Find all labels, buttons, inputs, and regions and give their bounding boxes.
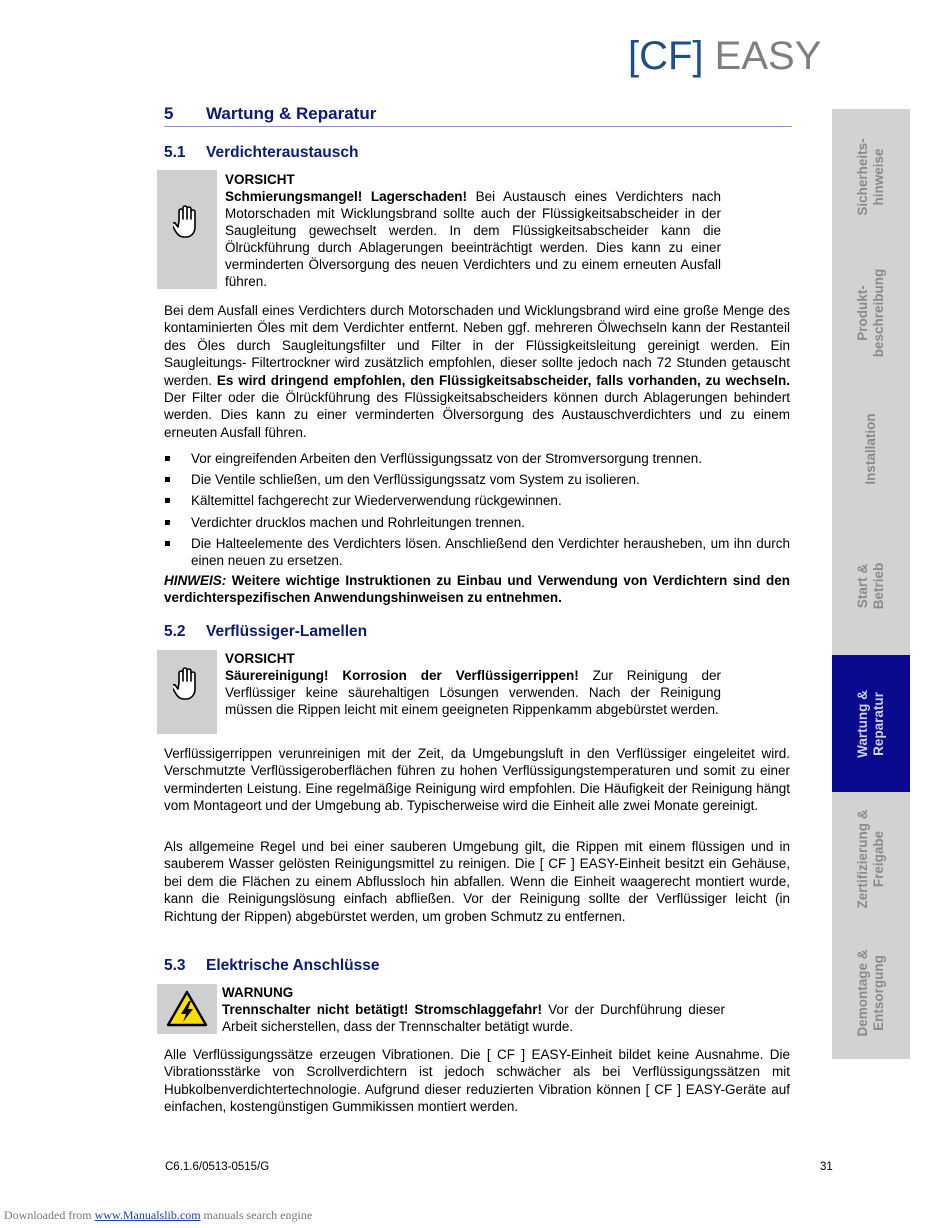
- paragraph-5-1: [164, 302, 790, 441]
- tab-line: Reparatur: [871, 691, 886, 756]
- hint-paragraph: [164, 572, 790, 607]
- logo-name: EASY: [714, 34, 822, 78]
- subsection-title: Verflüssiger-Lamellen: [206, 623, 368, 640]
- tab-line: Demontage &: [855, 948, 870, 1037]
- tab-line: Freigabe: [871, 830, 886, 888]
- subsection-number: 5.2: [164, 623, 186, 640]
- tab-line: beschreibung: [871, 268, 886, 358]
- tab-line: Sicherheits-: [855, 138, 870, 216]
- page-number: 31: [820, 1161, 833, 1173]
- section-title: Wartung & Reparatur: [206, 104, 377, 123]
- hint-label: HINWEIS:: [164, 573, 227, 588]
- subsection-heading-5-1: [164, 144, 358, 162]
- logo-bracket: [CF]: [628, 34, 704, 78]
- caution-hand-icon: [157, 650, 217, 734]
- list-item-text: Die Halteelemente des Verdichters lösen. Anschließend den Verdichter herausheben, um ihn durch einen neuen zu ersetzen.: [191, 535, 790, 569]
- list-item: [164, 450, 790, 467]
- subsection-title: Verdichteraustausch: [206, 144, 359, 161]
- warning-bold: Trennschalter nicht betätigt! Stromschlaggefahr!: [222, 1002, 543, 1017]
- caution-hand-icon: [157, 170, 217, 289]
- list-item-text: Die Ventile schließen, um den Verflüssigungssatz vom System zu isolieren.: [191, 472, 640, 488]
- list-item: [164, 514, 790, 531]
- subsection-title: Elektrische Anschlüsse: [206, 957, 380, 974]
- subsection-heading-5-2: [164, 623, 367, 641]
- warning-note-5-3: [222, 984, 725, 1035]
- caution-text: Zur Reinigung der Verflüssiger keine säurehaltigen Lösungen verwenden. Nach der Reinigung müssen die Rippen leicht mit einem geeigneten Rippenkamm abgebürstet werden.: [225, 668, 721, 717]
- sidebar-tab-wartung-reparatur[interactable]: [832, 655, 910, 792]
- sidebar-tab-produktbeschreibung[interactable]: [832, 245, 910, 381]
- electric-warning-icon: [157, 984, 217, 1034]
- tab-line: Wartung &: [855, 689, 870, 758]
- tab-line: hinweise: [871, 148, 886, 206]
- para-bold: Es wird dringend empfohlen, den Flüssigkeitsabscheider, falls vorhanden, zu wechseln.: [216, 372, 791, 388]
- sidebar-tab-installation[interactable]: [832, 381, 910, 517]
- para-text: Der Filter oder die Ölrückführung des Flüssigkeitsabscheiders können durch Ablagerungen behindert werden. Dies kann zu einer verminderten Ölversorgung des Austauschverdichters und zu einem erneuten Ausfall führen.: [164, 390, 790, 440]
- list-item-text: Verdichter drucklos machen und Rohrleitungen trennen.: [191, 514, 525, 530]
- paragraph-5-2-a: Verflüssigerrippen verunreinigen mit der Zeit, da Umgebungsluft in den Verflüssiger eingeleitet wird. Verschmutzte Verflüssigeroberflächen führen zu hohen Verflüssigungstemperaturen und somit zu einer verminderten Leistung. Eine regelmäßige Reinigung wird empfohlen. Die Häufigkeit der Reinigung hängt vom Montageort und der Umgebung ab. Typischerweise wird die Einheit alle zwei Monate gereinigt.: [164, 746, 790, 814]
- list-item-text: Vor eingreifenden Arbeiten den Verflüssigungssatz von der Stromversorgung trennen.: [191, 451, 703, 466]
- tab-line: Installation: [863, 413, 878, 485]
- paragraph-5-2-b: Als allgemeine Regel und bei einer sauberen Umgebung gilt, die Rippen mit einem flüssigen und in sauberem Wasser gelösten Reinigungsmittel zu reinigen. Die [ CF ] EASY-Einheit besitzt ein Gehäuse, bei dem die Flächen zu einem Abflussloch hin abfallen. Wenn die Einheit waagerecht montiert wurde, kann die Reinigungslösung einfach abfließen. Vor der Reinigung sollte der Verflüssiger leicht (in Richtung der Rippen) abgebürstet werden, um groben Schmutz zu entfernen.: [164, 839, 790, 924]
- tab-line: Start &: [855, 563, 870, 608]
- section-heading: [164, 104, 792, 127]
- caution-note-5-1: [225, 171, 721, 290]
- tab-line: Entsorgung: [871, 954, 886, 1031]
- paragraph-5-3: Alle Verflüssigungssätze erzeugen Vibrationen. Die [ CF ] EASY-Einheit bildet keine Ausnahme. Die Vibrationsstärke von Scrollverdichtern ist jedoch schwächer als bei Verflüssigungssätzen mit Hubkolbenverdichtertechnologie. Aufgrund dieser reduzierten Vibration können [ CF ] EASY-Geräte auf einfachen, kostengünstigen Gummikissen montiert werden.: [164, 1047, 790, 1115]
- download-prefix: Downloaded from: [4, 1208, 95, 1222]
- warning-label: WARNUNG: [222, 985, 294, 1000]
- sidebar-tab-demontage-entsorgung[interactable]: [832, 926, 910, 1059]
- tab-line: Produkt-: [855, 285, 870, 341]
- sidebar-tab-zertifizierung-freigabe[interactable]: [832, 792, 910, 926]
- warning-text: Vor der Durchführung dieser Arbeit sicherstellen, dass der Trennschalter betätigt wurde.: [222, 1002, 725, 1034]
- caution-text: Bei Austausch eines Verdichters nach Motorschaden mit Wicklungsbrand sollte auch der Flüssigkeitsabscheider in der Saugleitung gewechselt werden. In dem Flüssigkeitsabscheider kann die Ölrückführung durch Ablagerungen beeinträchtigt werden. Dies kann zu einer verminderten Ölversorgung des neuen Verdichters und zu einem erneuten Ausfall führen.: [225, 189, 722, 289]
- subsection-number: 5.3: [164, 957, 186, 974]
- hint-text: Weitere wichtige Instruktionen zu Einbau und Verwendung von Verdichtern sind den verdichterspezifischen Anwendungshinweisen zu entnehmen.: [164, 573, 790, 606]
- list-item: [164, 492, 790, 509]
- subsection-number: 5.1: [164, 144, 186, 161]
- chapter-sidebar: [832, 109, 910, 1059]
- caution-bold: Säurereinigung! Korrosion der Verflüssigerrippen!: [225, 668, 579, 683]
- download-notice: [4, 1208, 312, 1223]
- subsection-heading-5-3: [164, 957, 379, 975]
- manualslib-link[interactable]: www.Manualslib.com: [94, 1208, 201, 1222]
- list-item: [164, 535, 790, 570]
- list-item: [164, 471, 790, 488]
- caution-bold: Schmierungsmangel! Lagerschaden!: [225, 189, 467, 204]
- caution-label: VORSICHT: [225, 651, 295, 666]
- section-number: 5: [164, 104, 174, 123]
- caution-note-5-2: [225, 650, 721, 718]
- sidebar-tab-sicherheitshinweise[interactable]: [832, 109, 910, 245]
- tab-line: Betrieb: [871, 562, 886, 609]
- tab-line: Zertifizierung &: [855, 809, 870, 909]
- para-text: Bei dem Ausfall eines Verdichters durch Motorschaden und Wicklungsbrand wird eine große Menge des kontaminierten Öles mit dem Verdichter entfernt. Neben ggf. mehreren Ölwechseln kann der Restanteil des Öles durch Saugleitungsfilter und Filter in der Flüssigkeitsleitung gereinigt werden. Ein Saugleitungs- Filtertrockner wird zusätzlich empfohlen, dieser sollte jedoch nach 72 Stunden getauscht werden.: [164, 303, 790, 388]
- bullet-list: [164, 450, 790, 573]
- brand-logo: [628, 34, 821, 78]
- sidebar-tab-start-betrieb[interactable]: [832, 517, 910, 654]
- list-item-text: Kältemittel fachgerecht zur Wiederverwendung rückgewinnen.: [191, 493, 562, 509]
- download-suffix: manuals search engine: [200, 1208, 313, 1222]
- caution-label: VORSICHT: [225, 172, 295, 187]
- document-code: C6.1.6/0513-0515/G: [165, 1161, 270, 1173]
